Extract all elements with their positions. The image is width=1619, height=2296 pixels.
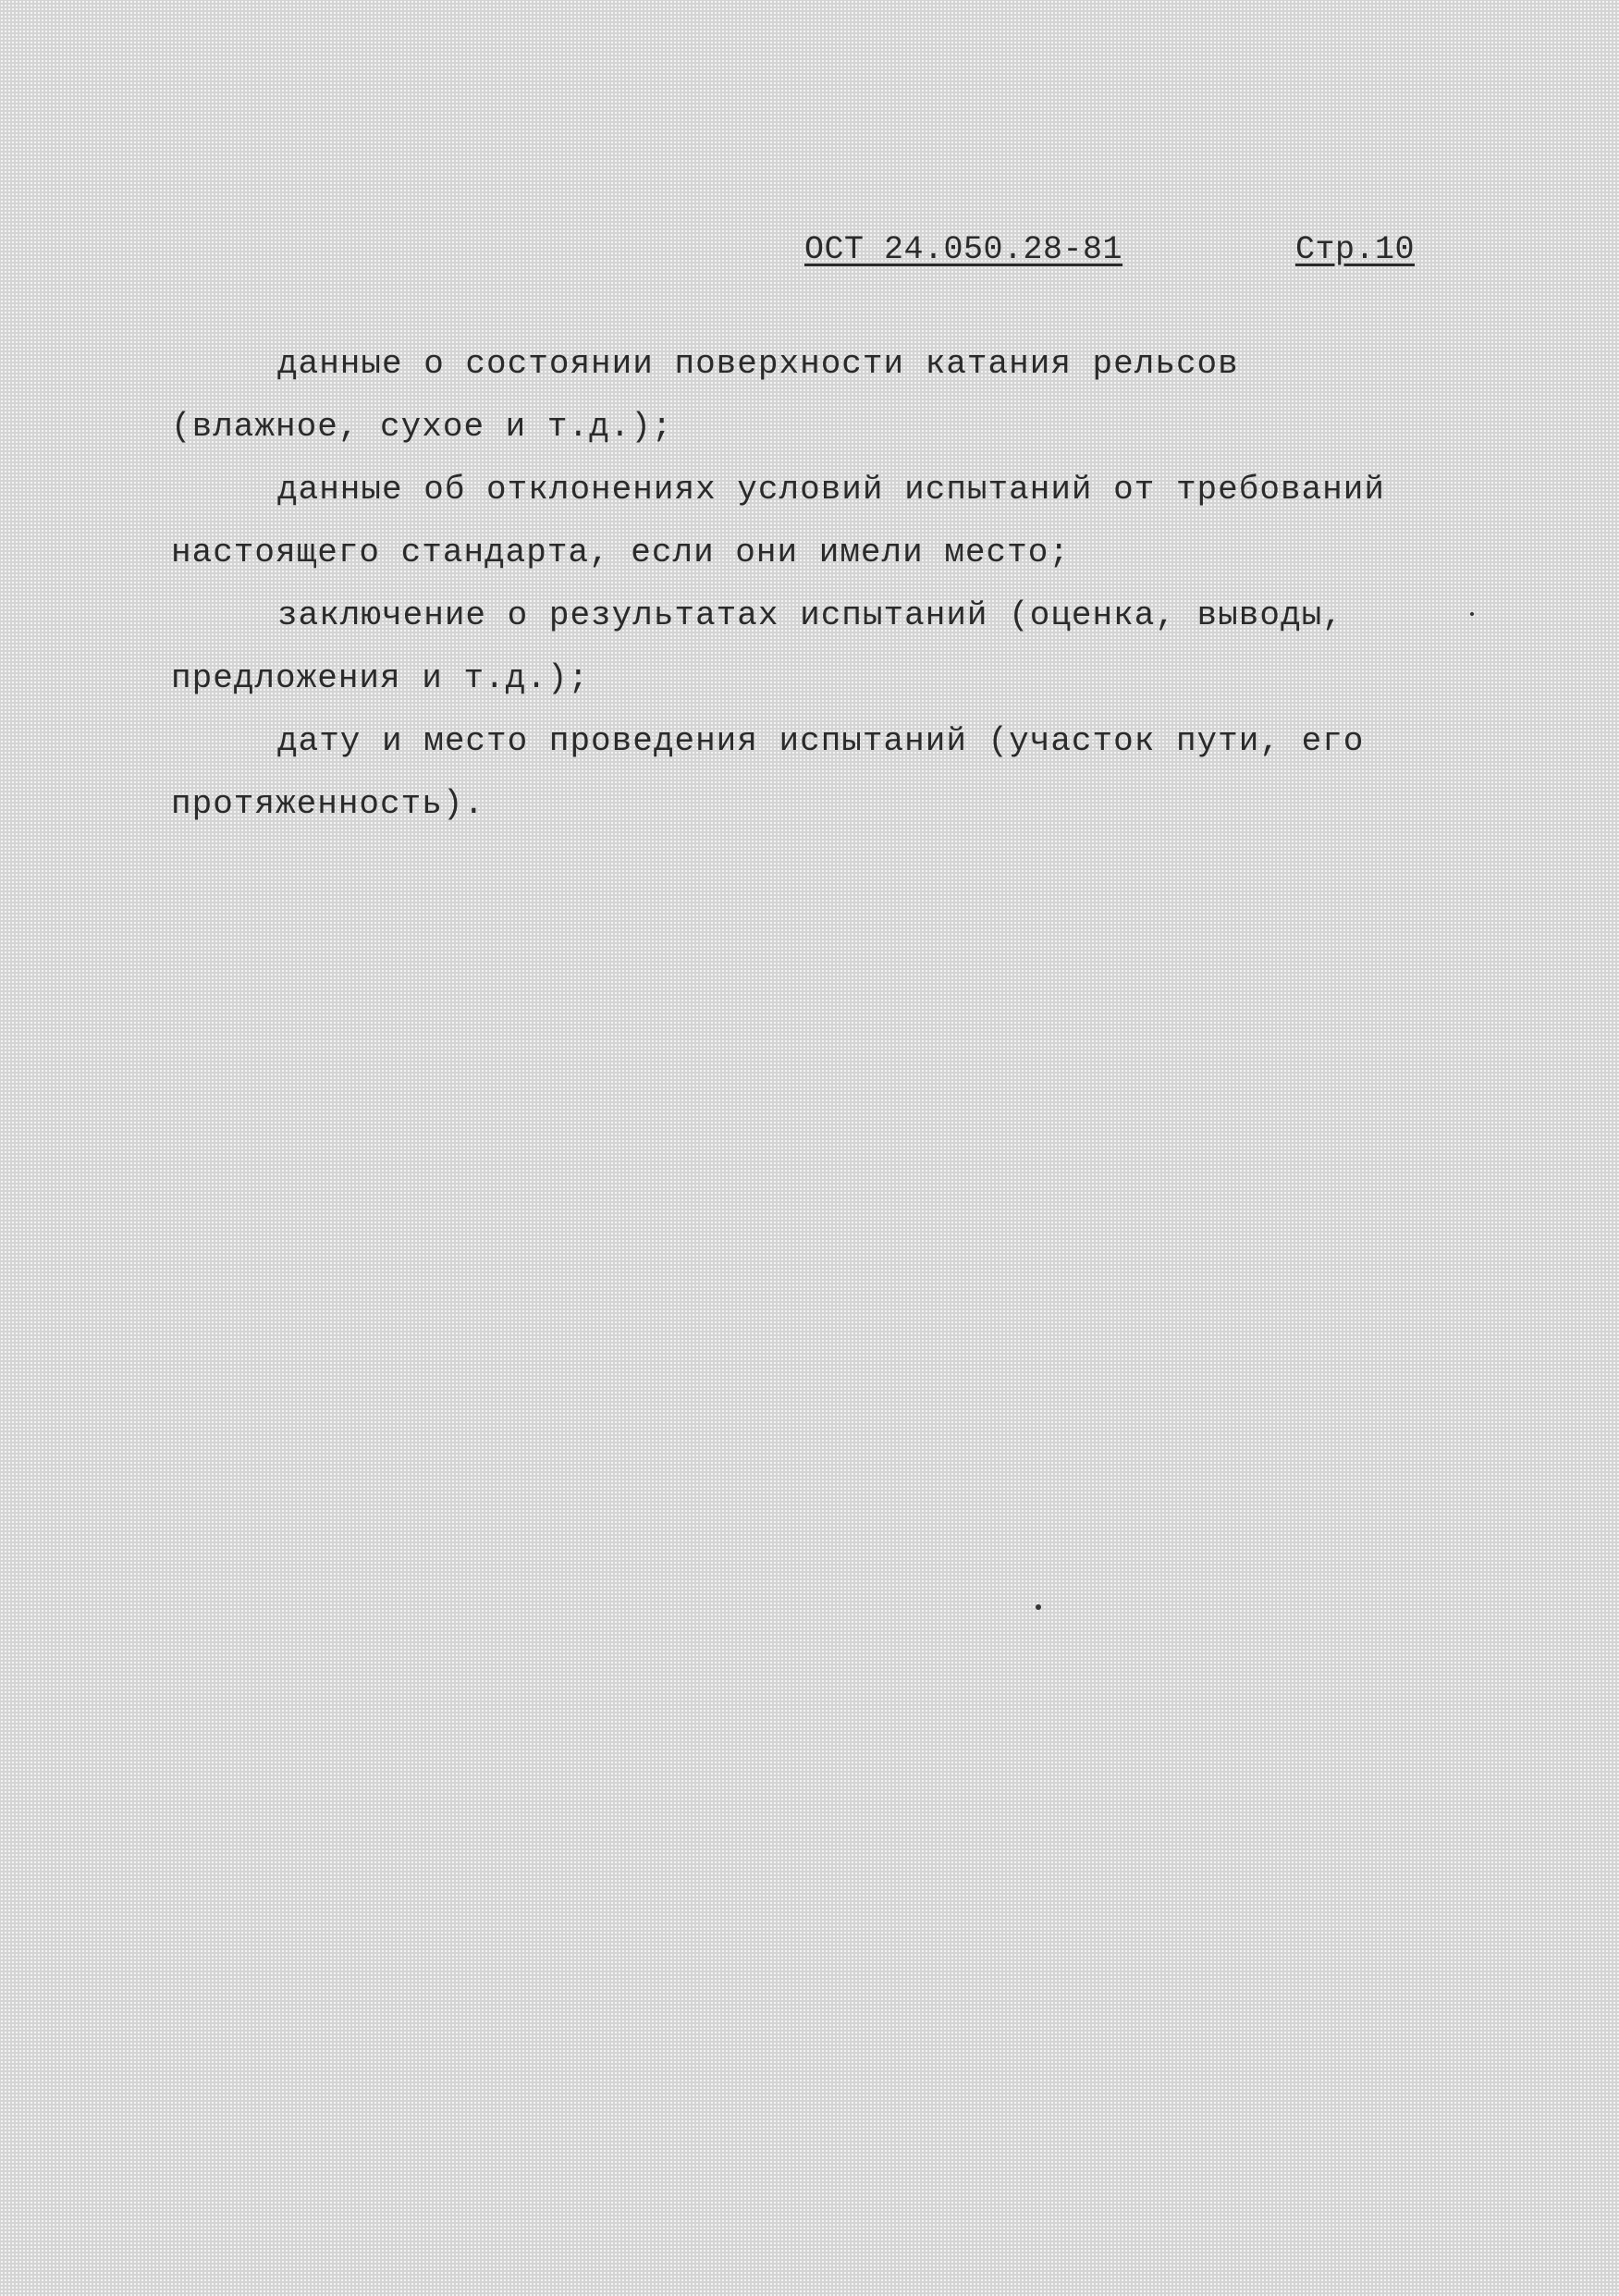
page-number: Стр.10: [1294, 231, 1415, 268]
paragraph-test-condition-deviations: данные об отклонениях условий испытаний от требований настоящего стандарта, если они имели место;: [171, 471, 1385, 571]
scan-speck: [1470, 612, 1474, 616]
scan-speck: [1036, 1604, 1041, 1610]
paragraph-test-date-place: дату и место проведения испытаний (участок пути, его протяженность).: [171, 722, 1365, 823]
document-body: [171, 333, 1392, 836]
document-code: ОСТ 24.050.28-81: [804, 231, 1123, 268]
paragraph-test-conclusion: заключение о результатах испытаний (оценка, выводы, предложения и т.д.);: [171, 596, 1343, 697]
paragraph-rail-surface-condition: данные о состоянии поверхности катания рельсов (влажное, сухое и т.д.);: [171, 345, 1239, 446]
page-header: [804, 231, 1415, 277]
